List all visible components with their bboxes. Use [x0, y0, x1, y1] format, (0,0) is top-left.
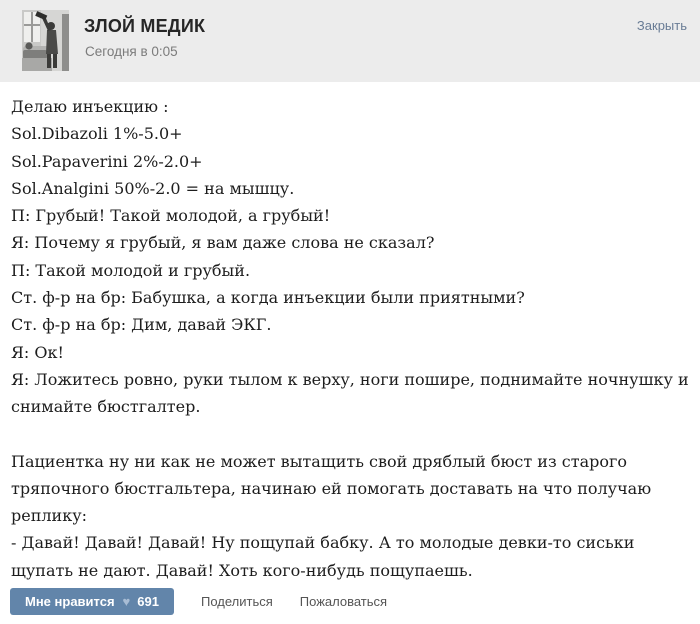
community-avatar[interactable] — [22, 10, 69, 71]
post-text — [0, 82, 700, 584]
share-link[interactable]: Поделиться — [200, 593, 273, 609]
heart-icon: ♥ — [122, 593, 131, 609]
post-line: щупать не дают. Давай! Хоть кого-нибудь пощупаешь. — [11, 560, 473, 580]
post-line: Ст. ф-р на бр: Бабушка, а когда инъекции были приятными? — [11, 288, 525, 308]
post-line: Sol.Papaverini 2%-2.0+ — [11, 151, 203, 171]
post-timestamp[interactable]: Сегодня в 0:05 — [85, 44, 178, 59]
post-line: Я: Ок! — [11, 342, 64, 362]
post-line: тряпочного бюстгальтера, начинаю ей помогать доставать на что получаю — [11, 478, 652, 498]
post-line: Ст. ф-р на бр: Дим, давай ЭКГ. — [11, 315, 272, 335]
post-line: Я: Почему я грубый, я вам даже слова не сказал? — [11, 233, 435, 253]
post-line: - Давай! Давай! Давай! Ну пощупай бабку. А то молодые девки-то сиськи — [11, 533, 635, 553]
post-line: П: Грубый! Такой молодой, а грубый! — [11, 206, 331, 226]
post-actions — [10, 587, 700, 615]
post-header — [0, 0, 700, 82]
post-line: Делаю инъекцию : — [11, 97, 169, 116]
report-link[interactable]: Пожаловаться — [299, 593, 388, 609]
post-line: снимайте бюстгалтер. — [11, 397, 201, 417]
like-count: 691 — [137, 593, 159, 609]
post-paragraph — [11, 448, 688, 584]
close-button[interactable]: Закрыть — [636, 18, 687, 33]
post-line: Sol.Analgini 50%-2.0 = на мышцу. — [11, 178, 295, 198]
post-line: Я: Ложитесь ровно, руки тылом к верху, ноги пошире, поднимайте ночнушку и — [11, 369, 689, 389]
like-button-label: Мне нравится — [25, 593, 115, 609]
hammer-medic-photo-icon — [22, 10, 69, 71]
community-name[interactable]: ЗЛОЙ МЕДИК — [84, 16, 206, 36]
post-line: реплику: — [11, 506, 88, 526]
post-line: Sol.Dibazoli 1%-5.0+ — [11, 124, 183, 144]
post-line: Пациентка ну ни как не может вытащить свой дряблый бюст из старого — [11, 451, 627, 471]
post-line: П: Такой молодой и грубый. — [11, 260, 251, 280]
post-paragraph — [11, 93, 688, 421]
like-button[interactable] — [10, 588, 174, 615]
